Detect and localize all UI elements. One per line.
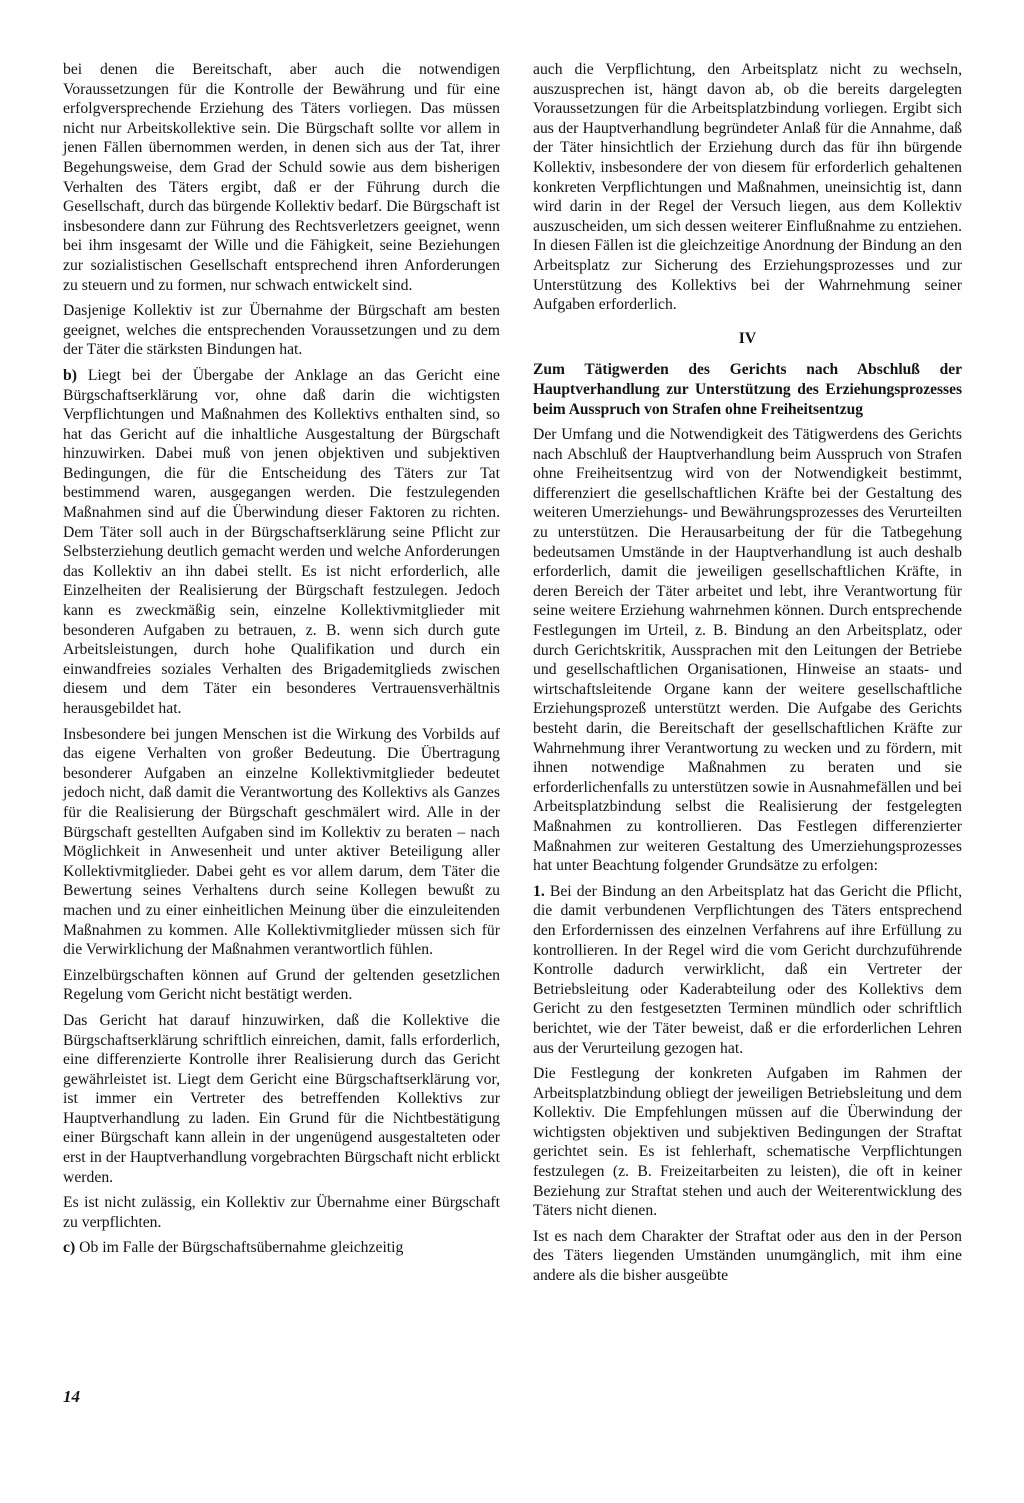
left-paragraph-5: Das Gericht hat darauf hinzuwirken, daß die Kollektive die Bürgschaftserklärung schriftlich einreichen, damit, falls erforderlich, eine differenzierte Kontrolle ihrer Realisierung durch das Gericht gewährleistet ist. Liegt dem Gericht eine Bürgschaftserklärung vor, ist immer ein Vertreter des betreffenden Kollektivs zur Hauptverhandlung zu laden. Ein Grund für die Nichtbestätigung einer Bürgschaft kann allein in der ungenügend ausgestalteten oder erst in der Hauptverhandlung vorgebrachten Bürgschaft nicht erblickt werden. (63, 1011, 500, 1186)
item-1-text: Bei der Bindung an den Arbeitsplatz hat das Gericht die Pflicht, die damit verbundenen Verpflichtungen des Täters entsprechend den Erfordernissen des einzelnen Verfahrens auf ihre Erfüllung zu kontrollieren. In der Regel wird die vom Gericht durchzuführende Kontrolle dadurch verwirklicht, daß ein Vertreter der Betriebsleitung oder Kaderabteilung oder des Kollektivs dem Gericht zu den festgesetzten Terminen mündlich oder schriftlich berichtet, wie der Täter beweist, daß er die erforderlichen Lehren aus der Verurteilung gezogen hat. (533, 882, 963, 1057)
left-paragraph-6: Es ist nicht zulässig, ein Kollektiv zur Übernahme einer Bürgschaft zu verpflichten. (63, 1194, 500, 1231)
right-paragraph-top: auch die Verpflichtung, den Arbeitsplatz nicht zu wechseln, auszusprechen ist, hängt davon ab, ob die bereits dargelegten Voraussetzungen für die Arbeitsplatzbindung vorliegen. Ergibt sich aus der Hauptverhandlung begründeter Anlaß für die Annahme, daß der Täter hinsichtlich der Erziehung durch das für ihn bürgende Kollektiv, insbesondere der von diesem für erforderlich gehaltenen konkreten Verpflichtungen und Maßnahmen, uneinsichtig ist, dann wird darin in der Regel der Versuch liegen, aus dem Kollektiv auszuscheiden, um sich dessen weiterer Einflußnahme zu entziehen. In diesen Fällen ist die gleichzeitige Anordnung der Bindung an den Arbeitsplatz zur Sicherung des Erziehungsprozesses und zur Unterstützung des Kollektivs bei der Wahrnehmung seiner Aufgaben erforderlich. (533, 61, 962, 314)
left-paragraph-1: bei denen die Bereitschaft, aber auch die notwendigen Voraussetzungen für die Kontrolle der Bewährung und für eine erfolgversprechende Erziehung des Täters vorliegen. Das müssen nicht nur Arbeitskollektive sein. Die Bürgschaft sollte vor allem in jenen Fällen übernommen werden, in denen sich aus der Tat, ihrer Begehungsweise, dem Grad der Schuld sowie aus dem bisherigen Verhalten des Täters ergibt, daß er der Führung durch die Gesellschaft, durch das bürgende Kollektiv bedarf. Die Bürgschaft ist insbesondere dann zur Führung des Rechtsverletzers geeignet, wenn bei ihm insgesamt der Wille und die Fähigkeit, seine Beziehungen zur sozialistischen Gesellschaft entsprechend ihren Anforderungen zu steuern und zu formen, nur schwach entwickelt sind. (63, 61, 500, 294)
item-c (63, 1238, 500, 1258)
page-number: 14 (63, 1387, 80, 1406)
left-paragraph-4: Einzelbürgschaften können auf Grund der geltenden gesetzlichen Regelung vom Gericht nicht bestätigt werden. (63, 966, 500, 1004)
item-c-label: c) (63, 1239, 76, 1257)
item-b-text: Liegt bei der Übergabe der Anklage an das Gericht eine Bürgschaftserklärung vor, ohne daß darin die wichtigsten Verpflichtungen und Maßnahmen des Kollektivs enthalten sind, so hat das Gericht auf die inhaltliche Ausgestaltung der Bürgschaft hinzuwirken. Dabei muß von jenen objektiven und subjektiven Bedingungen, die für die Entscheidung des Täters zur Tat bestimmend waren, ausgegangen werden. Die festzulegenden Maßnahmen sind auf die Überwindung dieser Faktoren zu richten. Dem Täter soll auch in der Bürgschaftserklärung seine Pflicht zur Selbsterziehung deutlich gemacht werden und welche Anforderungen das Kollektiv an ihn dabei stellt. Es ist nicht erforderlich, alle Einzelheiten der Realisierung der Bürgschaft festzulegen. Jedoch kann es zweckmäßig sein, einzelne Kollektivmitglieder mit besonderen Aufgaben zu betrauen, z. B. wenn sich durch gute Arbeitsleistungen, durch hohe Qualifikation und durch ein einwandfreies soziales Verhalten des Brigademitglieds zwischen diesem und dem Täter ein besonderes Vertrauensverhältnis herausgebildet hat. (63, 366, 501, 717)
right-paragraph-3: Ist es nach dem Charakter der Straftat oder aus den in der Person des Täters liegenden Umständen unumgänglich, mit ihm eine andere als die bisher ausgeübte (533, 1227, 962, 1285)
section-number: IV (738, 329, 757, 347)
left-paragraph-3: Insbesondere bei jungen Menschen ist die Wirkung des Vorbilds auf das eigene Verhalten von großer Bedeutung. Die Übertragung besonderer Aufgaben an einzelne Kollektivmitglieder bedeutet jedoch nicht, daß damit die Verantwortung des Kollektivs als Ganzes für die Realisierung der Bürgschaft geschmälert wird. Alle in der Bürgschaft gestellten Aufgaben sind im Kollektiv zu beraten – nach Möglichkeit in Anwesenheit und unter aktiver Beteiligung aller Kollektivmitglieder. Dabei geht es vor allem darum, dem Täter die Bewertung seines Verhaltens durch seine Kollegen bewußt zu machen und zu einer einheitlichen Meinung über die einzuleitenden Maßnahmen zu kommen. Alle Kollektivmitglieder müssen sich für die Verwirklichung der Maßnahmen verantwortlich fühlen. (63, 725, 500, 959)
right-paragraph-intro: Der Umfang und die Notwendigkeit des Tätigwerdens des Gerichts nach Abschluß der Hauptverhandlung beim Ausspruch von Strafen ohne Freiheitsentzug wird von der Notwendigkeit bestimmt, differenziert die gesellschaftlichen Kräfte bei der Gestaltung des weiteren Umerziehungs- und Bewährungsprozesses des Verurteilten zu unterstützen. Die Herausarbeitung der für die Tatbegehung bedeutsamen Umstände in der Hauptverhandlung ist auch deshalb erforderlich, damit die jeweiligen gesellschaftlichen Kräfte, in deren Bereich der Täter arbeitet und lebt, ihre Verantwortung für seine weitere Erziehung wahrnehmen können. Durch entsprechende Festlegungen im Urteil, z. B. Bindung an den Arbeitsplatz, oder durch Gerichtskritik, Aussprachen mit den Leitungen der Betriebe und gesellschaftlichen Organisationen, Hinweise an staats- und wirtschaftsleitende Organe kann der weitere gesellschaftliche Erziehungsprozeß unterstützt werden. Die Aufgabe des Gerichts besteht darin, die Bereitschaft der gesellschaftlichen Kräfte zur Wahrnehmung ihrer Verantwortung zu wecken und zu fördern, mit ihnen notwendige Maßnahmen zu beraten und sie erforderlichenfalls zu unterstützen sowie in Ausnahmefällen und bei Arbeitsplatzbindung selbst die Realisierung der festgelegten Maßnahmen zu kontrollieren. Das Festlegen differenzierter Maßnahmen zur weiteren Gestaltung des Umerziehungsprozesses hat unter Beachtung folgender Grundsätze zu erfolgen: (533, 426, 962, 875)
left-paragraph-2: Dasjenige Kollektiv ist zur Übernahme der Bürgschaft am besten geeignet, welches die entsprechenden Voraussetzungen und zu dem der Täter die stärksten Bindungen hat. (63, 302, 500, 359)
right-column (533, 60, 962, 1292)
right-paragraph-2: Die Festlegung der konkreten Aufgaben im Rahmen der Arbeitsplatzbindung obliegt der jeweiligen Betriebsleitung und dem Kollektiv. Die Empfehlungen müssen auf die Überwindung der wichtigsten objektiven und subjektiven Bedingungen der Straftat gerichtet sein. Es ist fehlerhaft, schematische Verpflichtungen festzulegen (z. B. Freizeitarbeiten zu leisten), die oft in keiner Beziehung zur Straftat stehen und auch der Weiterentwicklung des Täters nicht dienen. (533, 1065, 962, 1220)
item-b (63, 366, 500, 719)
item-b-label: b) (63, 366, 77, 384)
item-c-text: Ob im Falle der Bürgschaftsübernahme gleichzeitig (79, 1239, 404, 1257)
section-title: Zum Tätigwerden des Gerichts nach Abschluß der Hauptverhandlung zur Unterstützung des Erziehungsprozesses beim Ausspruch von Strafen ohne Freiheitsentzug (533, 361, 962, 418)
item-1-label: 1. (533, 882, 545, 900)
item-1 (533, 882, 962, 1058)
left-column (63, 60, 500, 1264)
